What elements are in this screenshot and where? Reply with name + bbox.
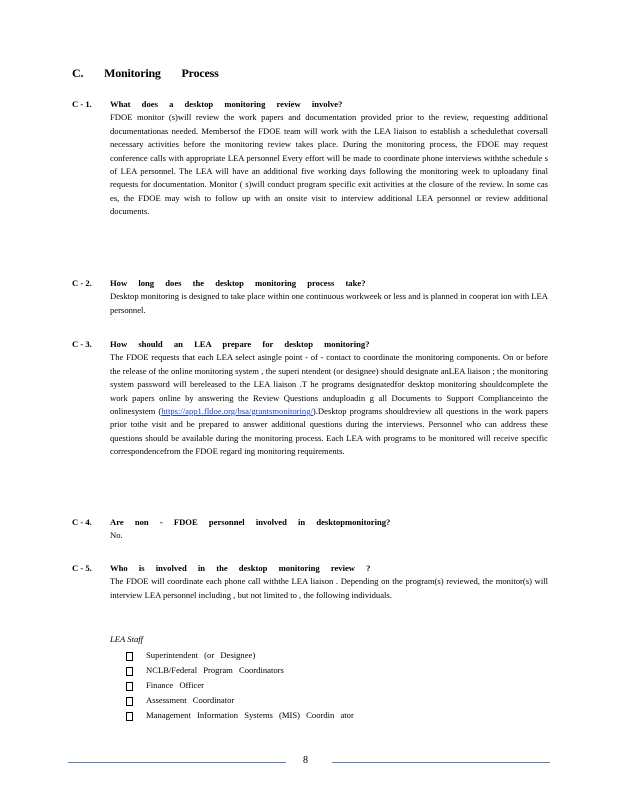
checkbox-bullet-icon [126, 667, 133, 676]
page-number: 8 [303, 755, 308, 766]
answer-text: FDOE monitor (s)will review the work papers and documentation provided prior to the review, requesting additional documentationas needed. Membersof the FDOE team will work with the LEA liaison to establish a schedulethat coversall necessary activities before the monitoring review takes place. During the monitoring process, the FDOE may request conference calls with appropriate LEA personnel Every effort will be made to coordinate phone interviews withthe schedule s of LEA personnel. The LEA will have an additional five working days following the monitoring week to uploadany final requests for documentation. Monitor ( s)will conduct program specific exit activities at the closure of the review. In some cas es, the FDOE may wish to follow up with an onsite visit to interview additional LEA personnel or review additional documents. [110, 112, 548, 217]
staff-label: LEA Staff [110, 634, 144, 644]
answer-text [110, 351, 548, 458]
grants-monitoring-link[interactable]: https://app1.fldoe.org/bsa/grantsmonitoring/ [161, 406, 313, 417]
answer-text: No. [110, 530, 123, 541]
footer-rule-right [332, 762, 550, 763]
question-number: C - 4. [72, 517, 92, 527]
question-text: How should an LEA prepare for desktop monitoring? [110, 339, 370, 349]
question-text: Who is involved in the desktop monitoring review ? [110, 563, 371, 573]
checkbox-bullet-icon [126, 652, 133, 661]
footer-rule-left [68, 762, 286, 763]
checkbox-bullet-icon [126, 712, 133, 721]
question-number: C - 2. [72, 278, 92, 288]
answer-text: Desktop monitoring is designed to take place within one continuous workweek or less and is planned in cooperat ion with LEA personnel. [110, 291, 548, 315]
answer-text-part: The FDOE requests that each LEA select asingle point - of - contact to coordinate the monitoring components. On or before the release of the online monitoring system , the superi ntendent (or designee) should designate anLEA liaison ; the monitoring system password will bereleased to the LEA liaison .T he programs designatedfor desktop monitoring shouldcomplete the work papers online by answering the Review Questions anduploadin g all Documents to Support Complianceinto the onlinesystem ( [110, 352, 548, 417]
checkbox-bullet-icon [126, 697, 133, 706]
question-text: What does a desktop monitoring review involve? [110, 99, 343, 109]
list-item: Superintendent (or Designee) [126, 648, 354, 663]
answer-text-part: ).Desktop programs shouldreview all questions in the work papers prior tothe visit and be prepared to answer additional questions during the interviews. Personnel who can address these questions should be available during the monitoring process. Each LEA with programs to be monitored will receive specific correspondencefrom the FDOE regard ing monitoring requirements. [110, 406, 548, 457]
list-item: Finance Officer [126, 678, 354, 693]
list-item: Management Information Systems (MIS) Coordin ator [126, 708, 354, 723]
question-number: C - 3. [72, 339, 92, 349]
section-title: C. Monitoring Process [72, 66, 219, 80]
answer-text: The FDOE will coordinate each phone call withthe LEA liaison . Depending on the program(s) reviewed, the monitor(s) will interview LEA personnel including , but not limited to , the following individuals. [110, 576, 548, 600]
question-text: Are non - FDOE personnel involved in desktopmonitoring? [110, 517, 391, 527]
list-item: Assessment Coordinator [126, 693, 354, 708]
question-number: C - 1. [72, 99, 92, 109]
list-item: NCLB/Federal Program Coordinators [126, 663, 354, 678]
checkbox-bullet-icon [126, 682, 133, 691]
question-text: How long does the desktop monitoring process take? [110, 278, 366, 288]
question-number: C - 5. [72, 563, 92, 573]
staff-list [126, 648, 354, 723]
